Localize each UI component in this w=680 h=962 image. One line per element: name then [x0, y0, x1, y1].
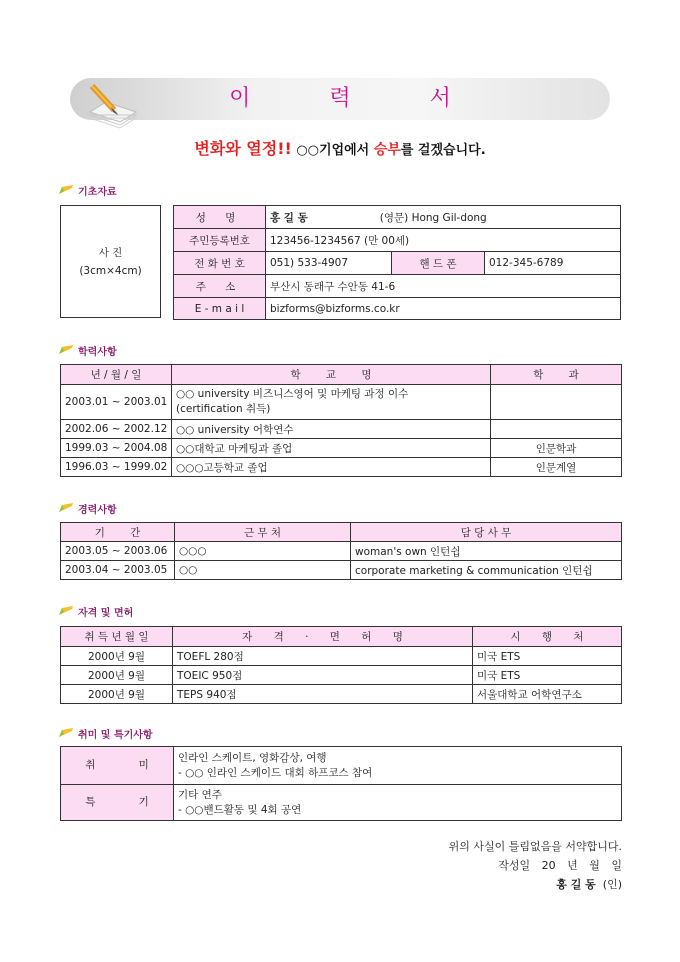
edu-dept: 인문학과 — [491, 439, 622, 458]
address-value: 부산시 동래구 수안동 41-6 — [266, 275, 621, 298]
basic-info-table — [173, 205, 621, 320]
address-label: 주 소 — [174, 275, 266, 298]
section-header-license: 자격 및 면허 — [58, 603, 133, 619]
photo-box — [60, 205, 161, 318]
edu-date: 2003.01 ~ 2003.01 — [61, 385, 172, 420]
license-date: 2000년 9월 — [61, 666, 173, 685]
page-title: 이 력 서 — [229, 86, 487, 111]
name-label: 성 명 — [174, 206, 266, 229]
pencil-icon — [58, 184, 74, 196]
career-duty: woman's own 인턴쉽 — [351, 542, 622, 561]
edu-date: 1999.03 ~ 2004.08 — [61, 439, 172, 458]
edu-school: ○○대학교 마케팅과 졸업 — [172, 439, 491, 458]
edu-school: ○○ university 어학연수 — [172, 420, 491, 439]
rrn-value: 123456-1234567 (만 00세) — [266, 229, 621, 252]
table-row — [61, 747, 622, 785]
table-row — [61, 458, 622, 477]
pencil-notepad-icon — [80, 82, 140, 134]
career-header-period: 기 간 — [61, 523, 175, 542]
hobby-value: 인라인 스케이트, 영화감상, 여행 - ○○ 인라인 스케이드 대회 하프코스 참여 — [174, 747, 622, 785]
license-name: TEPS 940점 — [173, 685, 473, 704]
pencil-icon — [58, 727, 74, 739]
edu-header-date: 년 / 월 / 일 — [61, 365, 172, 385]
edu-header-dept: 학 과 — [491, 365, 622, 385]
slogan-ending: 를 걸겠습니다. — [400, 143, 486, 158]
email-label: E - m a i l — [174, 298, 266, 320]
email-value: bizforms@bizforms.co.kr — [266, 298, 621, 320]
license-org: 서울대학교 어학연구소 — [473, 685, 622, 704]
license-name: TOEIC 950점 — [173, 666, 473, 685]
slogan-highlight: 변화와 열정!! — [194, 139, 292, 158]
date-line: 작성일 20 년 월 일 — [498, 859, 622, 872]
section-header-career: 경력사항 — [58, 500, 117, 516]
edu-dept — [491, 385, 622, 420]
edu-dept: 인문계열 — [491, 458, 622, 477]
table-row — [61, 542, 622, 561]
phone-value: 051) 533-4907 — [266, 252, 392, 275]
slogan — [0, 136, 680, 159]
mobile-label: 핸 드 폰 — [392, 252, 485, 275]
edu-date: 1996.03 ~ 1999.02 — [61, 458, 172, 477]
section-header-basic: 기초자료 — [58, 182, 117, 198]
career-header-duty: 담 당 사 무 — [351, 523, 622, 542]
table-row — [61, 439, 622, 458]
license-org: 미국 ETS — [473, 647, 622, 666]
section-header-hobby: 취미 및 특기사항 — [58, 725, 153, 741]
table-row — [61, 420, 622, 439]
skill-value: 기타 연주 - ○○밴드활동 및 4회 공연 — [174, 785, 622, 821]
table-row — [61, 647, 622, 666]
hobby-table — [60, 746, 622, 821]
edu-school: ○○○고등학교 졸업 — [172, 458, 491, 477]
pencil-icon — [58, 605, 74, 617]
slogan-text: ○○기업에서 — [291, 143, 374, 158]
skill-label: 특 기 — [61, 785, 174, 821]
title-banner — [70, 78, 610, 120]
photo-size: (3cm×4cm) — [79, 264, 142, 277]
hobby-label: 취 미 — [61, 747, 174, 785]
table-row — [61, 561, 622, 580]
name-value: 홍 길 동 (영문) Hong Gil-dong — [266, 206, 621, 229]
signer-name: 홍 길 동 — [556, 878, 596, 891]
section-header-education: 학력사항 — [58, 342, 117, 358]
career-period: 2003.04 ~ 2003.05 — [61, 561, 175, 580]
career-duty: corporate marketing & communication 인턴쉽 — [351, 561, 622, 580]
photo-label: 사 진 — [98, 246, 123, 259]
career-period: 2003.05 ~ 2003.06 — [61, 542, 175, 561]
table-row — [61, 666, 622, 685]
edu-school: ○○ university 비즈니스영어 및 마케팅 과정 이수 (certification 취득) — [172, 385, 491, 420]
slogan-keyword: 승부 — [373, 142, 401, 158]
phone-label: 전 화 번 호 — [174, 252, 266, 275]
license-date: 2000년 9월 — [61, 685, 173, 704]
career-table — [60, 522, 622, 580]
pencil-icon — [58, 502, 74, 514]
table-row — [61, 385, 622, 420]
license-date: 2000년 9월 — [61, 647, 173, 666]
career-place: ○○ — [175, 561, 351, 580]
career-place: ○○○ — [175, 542, 351, 561]
table-row — [61, 685, 622, 704]
seal-mark: (인) — [602, 878, 622, 891]
pledge-statement: 위의 사실이 틀림없음을 서약합니다. — [448, 840, 622, 853]
license-name: TOEFL 280점 — [173, 647, 473, 666]
table-row — [61, 785, 622, 821]
edu-date: 2002.06 ~ 2002.12 — [61, 420, 172, 439]
license-header-name: 자 격 · 면 허 명 — [173, 627, 473, 647]
license-org: 미국 ETS — [473, 666, 622, 685]
edu-header-school: 학 교 명 — [172, 365, 491, 385]
license-table — [60, 626, 622, 704]
license-header-org: 시 행 처 — [473, 627, 622, 647]
rrn-label: 주민등록번호 — [174, 229, 266, 252]
mobile-value: 012-345-6789 — [485, 252, 621, 275]
signature — [556, 876, 622, 892]
pencil-icon — [58, 344, 74, 356]
edu-dept — [491, 420, 622, 439]
education-table — [60, 364, 622, 477]
career-header-place: 근 무 처 — [175, 523, 351, 542]
license-header-date: 취 득 년 월 일 — [61, 627, 173, 647]
